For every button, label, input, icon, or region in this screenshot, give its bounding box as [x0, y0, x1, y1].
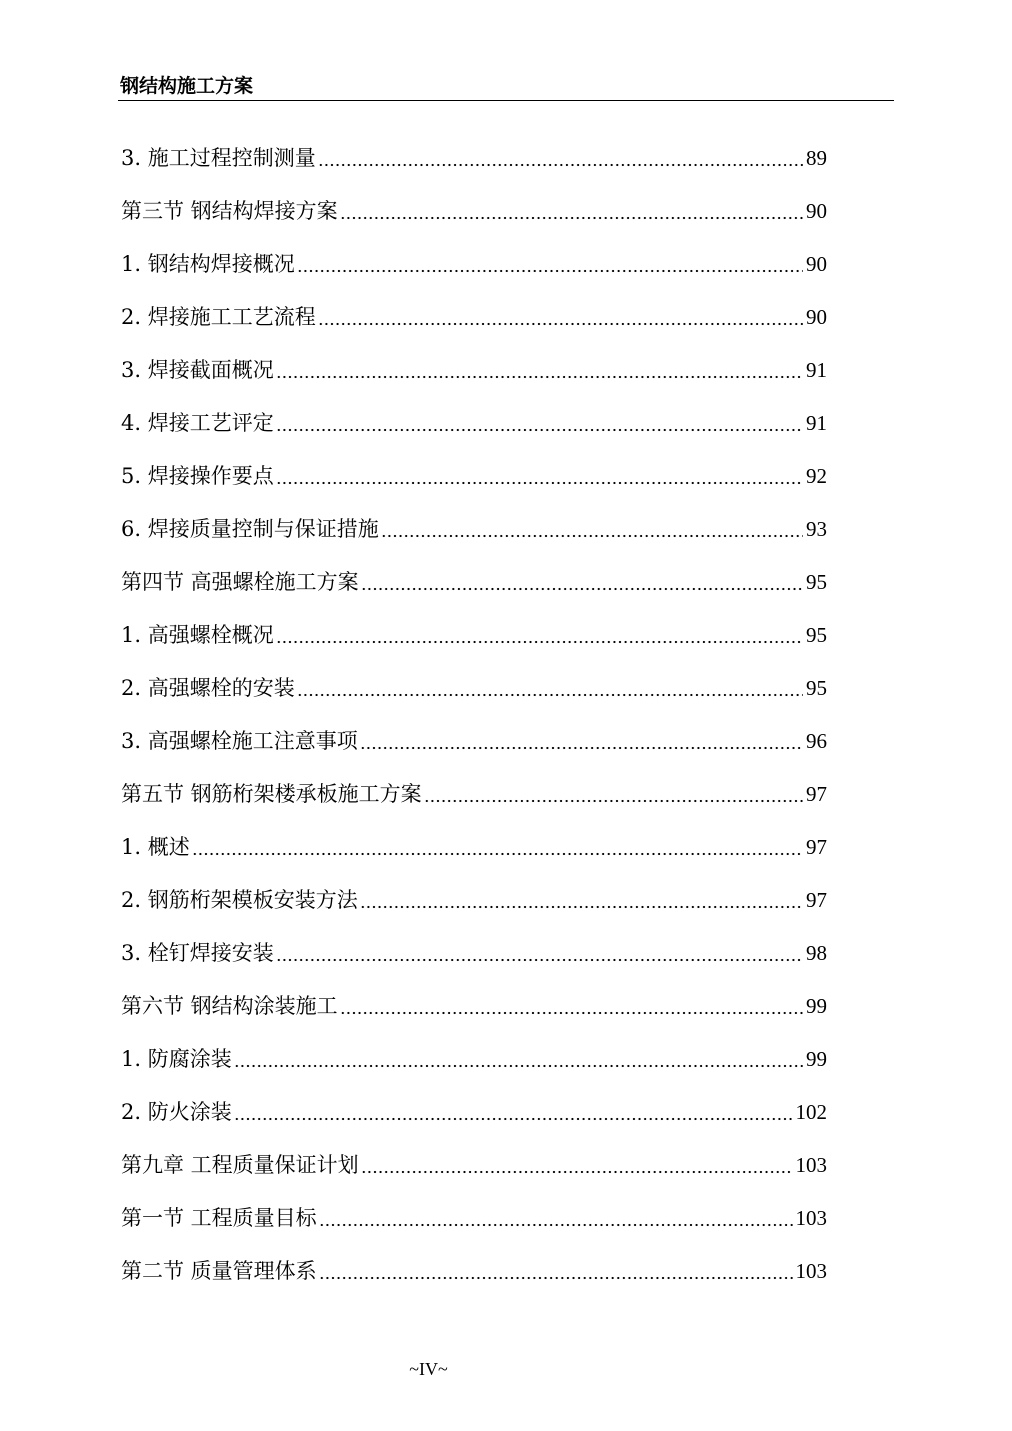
toc-entry-label: 3. 栓钉焊接安装 — [121, 940, 274, 965]
toc-entry-page-number: 95 — [806, 569, 827, 594]
toc-entry-page-number: 96 — [806, 728, 827, 753]
toc-entry[interactable] — [121, 449, 827, 502]
toc-dot-leader — [319, 1222, 793, 1228]
toc-entry-label: 5. 焊接操作要点 — [121, 463, 274, 488]
toc-entry-page-number: 95 — [806, 622, 827, 647]
toc-entry-label: 3. 施工过程控制测量 — [121, 145, 316, 170]
toc-entry-page-number: 103 — [795, 1152, 827, 1177]
toc-dot-leader — [276, 427, 803, 433]
toc-entry-label: 1. 高强螺栓概况 — [121, 622, 274, 647]
toc-entry[interactable] — [121, 1085, 827, 1138]
toc-dot-leader — [276, 480, 803, 486]
toc-entry-page-number: 89 — [806, 145, 827, 170]
toc-entry-page-number: 98 — [806, 940, 827, 965]
toc-entry[interactable] — [121, 1191, 827, 1244]
toc-entry[interactable] — [121, 873, 827, 926]
toc-entry-label: 第六节 钢结构涂装施工 — [121, 993, 338, 1018]
toc-dot-leader — [340, 1010, 803, 1016]
toc-dot-leader — [234, 1116, 793, 1122]
toc-dot-leader — [318, 321, 803, 327]
toc-entry-label: 2. 焊接施工工艺流程 — [121, 304, 316, 329]
toc-dot-leader — [360, 904, 803, 910]
toc-entry[interactable] — [121, 714, 827, 767]
toc-entry[interactable] — [121, 767, 827, 820]
toc-dot-leader — [361, 586, 803, 592]
page-number: ~IV~ — [409, 1359, 448, 1379]
toc-entry-page-number: 99 — [806, 1046, 827, 1071]
toc-dot-leader — [424, 798, 803, 804]
toc-entry[interactable] — [121, 396, 827, 449]
toc-dot-leader — [276, 374, 803, 380]
table-of-contents — [121, 131, 827, 1297]
toc-entry-label: 3. 高强螺栓施工注意事项 — [121, 728, 358, 753]
toc-dot-leader — [318, 162, 803, 168]
toc-entry-page-number: 90 — [806, 251, 827, 276]
toc-entry[interactable] — [121, 608, 827, 661]
toc-dot-leader — [360, 745, 803, 751]
toc-entry[interactable] — [121, 555, 827, 608]
toc-dot-leader — [276, 957, 803, 963]
toc-entry[interactable] — [121, 820, 827, 873]
toc-entry-label: 3. 焊接截面概况 — [121, 357, 274, 382]
toc-entry[interactable] — [121, 979, 827, 1032]
toc-entry-label: 4. 焊接工艺评定 — [121, 410, 274, 435]
toc-entry[interactable] — [121, 237, 827, 290]
toc-entry[interactable] — [121, 1138, 827, 1191]
toc-entry-label: 2. 高强螺栓的安装 — [121, 675, 295, 700]
toc-entry-page-number: 99 — [806, 993, 827, 1018]
toc-entry-page-number: 97 — [806, 781, 827, 806]
toc-entry-label: 第四节 高强螺栓施工方案 — [121, 569, 359, 594]
toc-entry-label: 1. 防腐涂装 — [121, 1046, 232, 1071]
toc-dot-leader — [234, 1063, 803, 1069]
toc-entry-page-number: 92 — [806, 463, 827, 488]
toc-entry-page-number: 103 — [795, 1205, 827, 1230]
toc-entry-label: 1. 概述 — [121, 834, 190, 859]
toc-entry[interactable] — [121, 502, 827, 555]
toc-entry[interactable] — [121, 926, 827, 979]
toc-dot-leader — [276, 639, 803, 645]
toc-entry-page-number: 91 — [806, 410, 827, 435]
toc-entry-page-number: 103 — [795, 1258, 827, 1283]
toc-entry[interactable] — [121, 1244, 827, 1297]
header-divider — [118, 100, 894, 101]
toc-dot-leader — [319, 1275, 793, 1281]
toc-dot-leader — [192, 851, 803, 857]
toc-entry-page-number: 97 — [806, 834, 827, 859]
toc-entry-label: 6. 焊接质量控制与保证措施 — [121, 516, 379, 541]
toc-dot-leader — [297, 268, 803, 274]
toc-entry-page-number: 90 — [806, 198, 827, 223]
toc-dot-leader — [361, 1169, 793, 1175]
toc-entry-label: 2. 钢筋桁架模板安装方法 — [121, 887, 358, 912]
toc-entry-page-number: 90 — [806, 304, 827, 329]
toc-entry[interactable] — [121, 661, 827, 714]
toc-entry-label: 第三节 钢结构焊接方案 — [121, 198, 338, 223]
toc-entry-page-number: 97 — [806, 887, 827, 912]
toc-entry-label: 2. 防火涂装 — [121, 1099, 232, 1124]
document-header-title: 钢结构施工方案 — [120, 75, 254, 97]
toc-entry-label: 第二节 质量管理体系 — [121, 1258, 317, 1283]
toc-entry-page-number: 91 — [806, 357, 827, 382]
toc-entry-page-number: 102 — [795, 1099, 827, 1124]
toc-entry-label: 第五节 钢筋桁架楼承板施工方案 — [121, 781, 422, 806]
toc-dot-leader — [340, 215, 803, 221]
toc-entry-label: 第一节 工程质量目标 — [121, 1205, 317, 1230]
toc-entry-page-number: 93 — [806, 516, 827, 541]
toc-entry[interactable] — [121, 290, 827, 343]
toc-entry[interactable] — [121, 131, 827, 184]
toc-entry[interactable] — [121, 1032, 827, 1085]
toc-entry[interactable] — [121, 184, 827, 237]
toc-entry-label: 1. 钢结构焊接概况 — [121, 251, 295, 276]
toc-entry-page-number: 95 — [806, 675, 827, 700]
toc-entry-label: 第九章 工程质量保证计划 — [121, 1152, 359, 1177]
toc-entry[interactable] — [121, 343, 827, 396]
toc-dot-leader — [381, 533, 803, 539]
toc-dot-leader — [297, 692, 803, 698]
